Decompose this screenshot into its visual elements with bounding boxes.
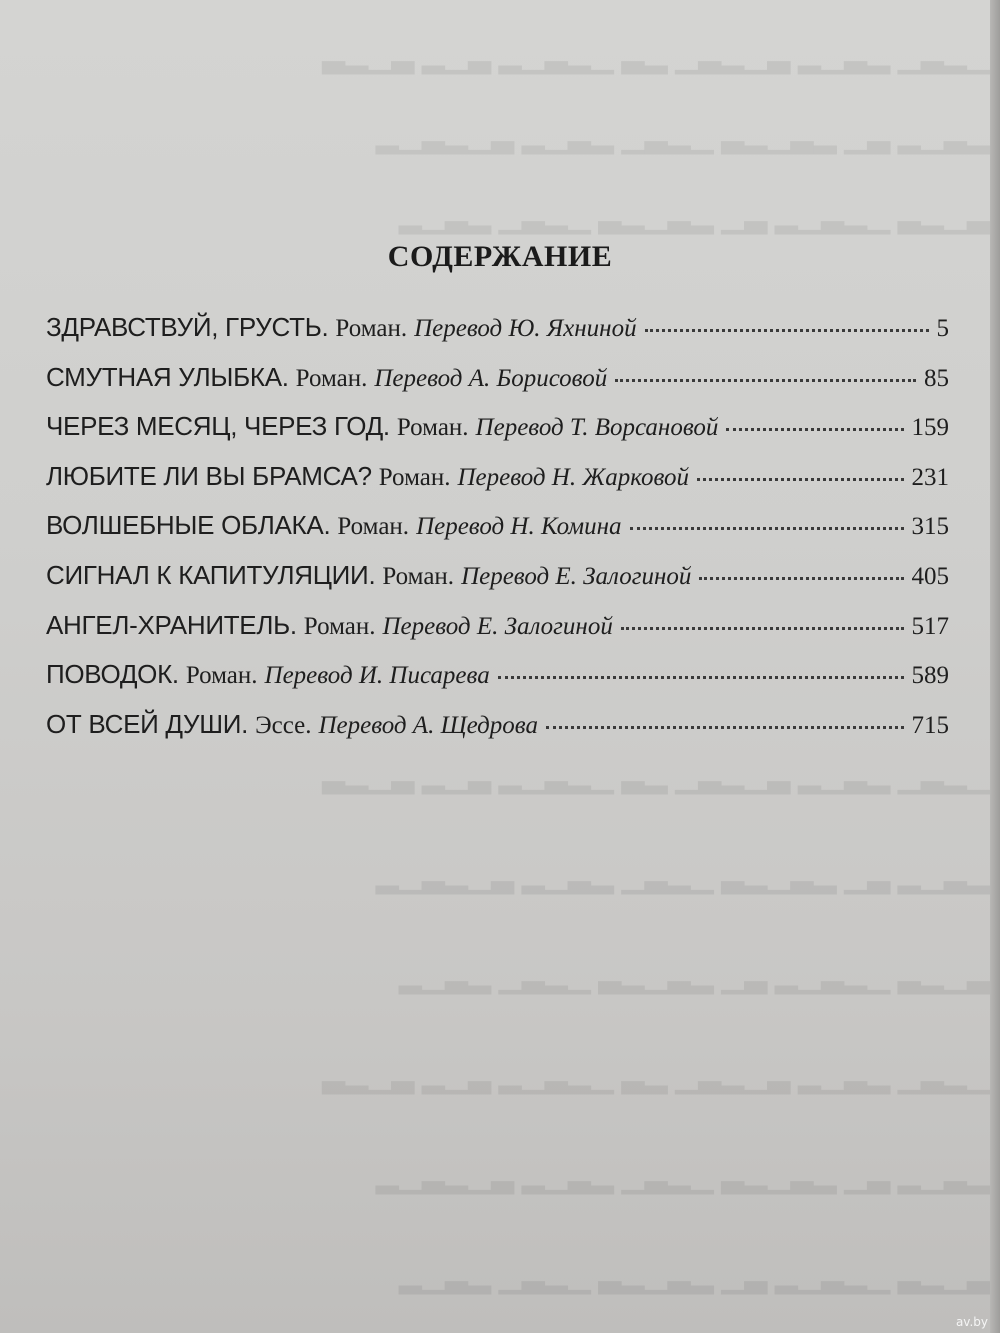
toc-entry [46, 510, 949, 560]
toc-entry-page-number: 159 [911, 414, 949, 442]
toc-entry-translator: Перевод А. Борисовой [374, 364, 608, 392]
toc-entry-translator: Перевод А. Щедрова [318, 711, 538, 739]
bleed-through-text: ▁▂▃▁ ▂▃▁▂ ▃▁▂▃▁ ▂▃ ▁▂▃▁▂ ▃▁▂ ▃▁▂▃ [322, 41, 990, 74]
bleed-through-text: ▂▃▁▂ ▃▁ ▂▃▁▂▃ ▁▂▃▁ ▂▃▁▂ ▃▁▂▃▁▂ [375, 121, 990, 154]
toc-entry-translator: Перевод Е. Залогиной [461, 562, 692, 590]
toc-entry [46, 362, 949, 412]
toc-entry-title: ЛЮБИТЕ ЛИ ВЫ БРАМСА? [46, 460, 372, 491]
bleed-through-text: ▂▃▁▂ ▃▁ ▂▃▁▂▃ ▁▂▃▁ ▂▃▁▂ ▃▁▂▃▁▂ [375, 861, 990, 894]
bleed-through-text: ▃▁▂▃ ▁▂▃▁▂ ▃▁ ▂▃▁▂▃ ▁▂▃▁ ▂▃▁▂ [398, 201, 990, 234]
dot-leader [645, 329, 929, 332]
toc-entry-genre: Эссе. [255, 711, 312, 739]
toc-entry-translator: Перевод Е. Залогиной [382, 612, 613, 640]
bleed-through-text: ▁▂▃▁ ▂▃▁▂ ▃▁▂▃▁ ▂▃ ▁▂▃▁▂ ▃▁▂ ▃▁▂▃ [322, 1061, 990, 1094]
toc-entry-title: СМУТНАЯ УЛЫБКА. [46, 361, 289, 392]
toc-entry [46, 411, 949, 461]
dot-leader [630, 527, 904, 530]
bleed-through-text: ▃▁▂▃ ▁▂▃▁▂ ▃▁ ▂▃▁▂▃ ▁▂▃▁ ▂▃▁▂ [398, 1261, 990, 1294]
toc-entry-translator: Перевод Н. Жарковой [457, 463, 690, 491]
toc-entry [46, 461, 949, 511]
watermark-text: av.by [955, 1315, 988, 1329]
toc-entry-title: ВОЛШЕБНЫЕ ОБЛАКА. [46, 510, 331, 541]
toc-entry-genre: Роман. [378, 463, 451, 491]
toc-entry-genre: Роман. [337, 513, 410, 541]
book-spine-shadow [990, 0, 1000, 1333]
dot-leader [546, 726, 904, 729]
toc-entry-translator: Перевод Т. Ворсановой [475, 414, 719, 442]
toc-entry [46, 312, 949, 362]
toc-entry [46, 560, 949, 610]
table-of-contents-list [46, 312, 949, 758]
dot-leader [699, 577, 903, 580]
toc-entry-genre: Роман. [295, 364, 368, 392]
toc-entry-page-number: 85 [924, 364, 949, 392]
bleed-through-text: ▃▁▂▃ ▁▂▃▁▂ ▃▁ ▂▃▁▂▃ ▁▂▃▁ ▂▃▁▂ [398, 961, 990, 994]
toc-entry-translator: Перевод Ю. Яхниной [414, 315, 637, 342]
toc-entry-title: ОТ ВСЕЙ ДУШИ. [46, 708, 249, 739]
toc-entry-genre: Роман. [335, 315, 408, 342]
dot-leader [621, 627, 904, 630]
toc-entry-genre: Роман. [396, 414, 469, 442]
dot-leader [615, 379, 916, 382]
toc-entry [46, 709, 949, 759]
toc-entry-page-number: 231 [911, 463, 949, 491]
toc-entry [46, 659, 949, 709]
dot-leader [498, 676, 904, 679]
toc-entry-translator: Перевод И. Писарева [264, 662, 490, 690]
bleed-through-text: ▂▃▁▂ ▃▁ ▂▃▁▂▃ ▁▂▃▁ ▂▃▁▂ ▃▁▂▃▁▂ [375, 1161, 990, 1194]
toc-entry-genre: Роман. [303, 612, 376, 640]
toc-entry-genre: Роман. [382, 562, 455, 590]
toc-entry-page-number: 315 [911, 513, 949, 541]
toc-entry-genre: Роман. [185, 662, 258, 690]
toc-entry [46, 610, 949, 660]
toc-entry-translator: Перевод Н. Комина [416, 513, 622, 541]
toc-entry-page-number: 715 [911, 711, 949, 739]
toc-entry-page-number: 5 [936, 315, 949, 342]
bleed-through-text: ▁▂▃▁ ▂▃▁▂ ▃▁▂▃▁ ▂▃ ▁▂▃▁▂ ▃▁▂ ▃▁▂▃ [322, 761, 990, 794]
dot-leader [726, 428, 903, 431]
table-of-contents-heading: СОДЕРЖАНИЕ [387, 240, 613, 273]
toc-entry-title: ЗДРАВСТВУЙ, ГРУСТЬ. [46, 312, 329, 342]
dot-leader [697, 478, 903, 481]
toc-entry-title: АНГЕЛ-ХРАНИТЕЛЬ. [46, 609, 297, 640]
toc-entry-page-number: 589 [911, 662, 949, 690]
toc-entry-title: СИГНАЛ К КАПИТУЛЯЦИИ. [46, 559, 376, 590]
toc-entry-page-number: 405 [911, 562, 949, 590]
toc-entry-page-number: 517 [911, 612, 949, 640]
toc-entry-title: ПОВОДОК. [46, 659, 179, 690]
toc-entry-title: ЧЕРЕЗ МЕСЯЦ, ЧЕРЕЗ ГОД. [46, 411, 390, 442]
